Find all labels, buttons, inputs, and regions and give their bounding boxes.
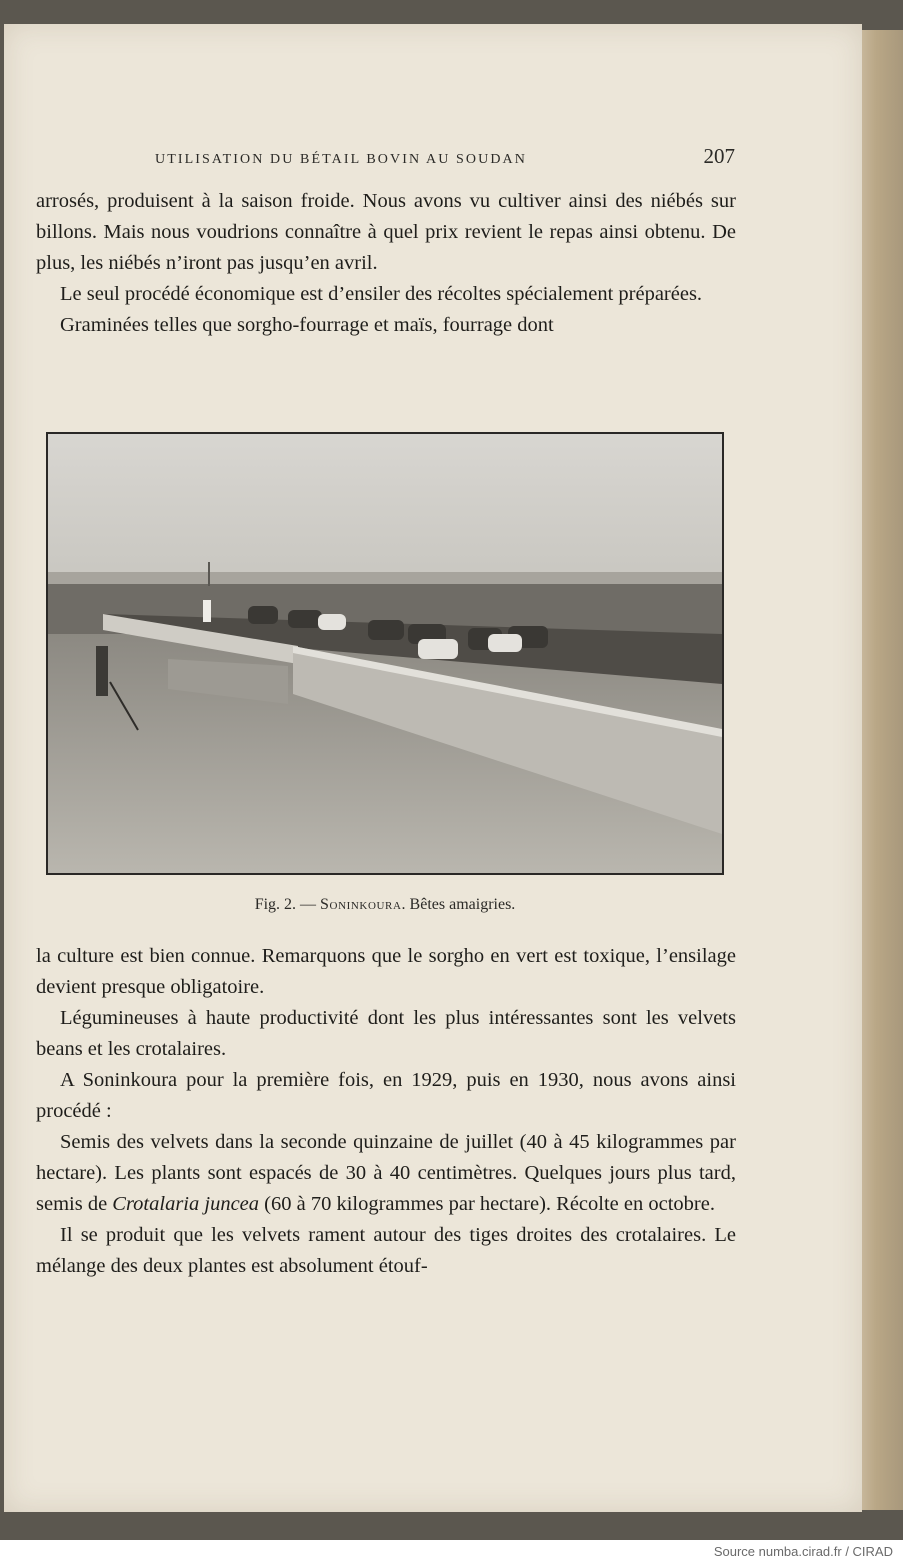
paragraph: Légumineuses à haute productivité dont les plus intéressantes sont les velvets beans et les crotalaires. (36, 1007, 736, 1060)
paragraph: Il se produit que les velvets rament autour des tiges droites des crotalaires. Le mélange des deux plantes est absolument étouf- (36, 1224, 736, 1277)
species-name: Crotalaria juncea (112, 1193, 260, 1215)
paragraph: A Soninkoura pour la première fois, en 1929, puis en 1930, nous avons ainsi procédé : (36, 1069, 736, 1122)
figure-caption (46, 896, 724, 914)
paragraph: la culture est bien connue. Remarquons que le sorgho en vert est toxique, l’ensilage devient presque obligatoire. (36, 945, 736, 998)
page-edge (858, 30, 903, 1510)
paragraph: Graminées telles que sorgho-fourrage et maïs, fourrage dont (60, 314, 554, 336)
paragraph: arrosés, produisent à la saison froide. Nous avons vu cultiver ainsi des niébés sur billons. Mais nous voudrions connaître à quel prix revient le repas ainsi obtenu. De plus, les niébés n’iront pas jusqu’en avril. (36, 190, 736, 274)
running-head: UTILISATION DU BÉTAIL BOVIN AU SOUDAN (155, 152, 527, 167)
sowing-text: Semis des velvets dans la seconde quinzaine de juillet (40 à 45 kilogrammes par hectare). Les plants sont espacés de 30 à 40 centimètres. Quelques jours plus tard, semis de (36, 1131, 736, 1215)
body-text-bottom (36, 941, 736, 1282)
paragraph: Le seul procédé économique est d’ensiler des récoltes spécialement préparées. (60, 283, 703, 305)
caption-place: Soninkoura (320, 896, 402, 913)
cattle-trough-photo (48, 434, 722, 873)
paragraph (36, 1127, 736, 1220)
source-credit: Source numba.cirad.fr / CIRAD (713, 1544, 893, 1559)
page-header (155, 146, 735, 174)
sowing-text-end: (60 à 70 kilogrammes par hectare). Récolte en octobre. (264, 1193, 715, 1215)
caption-label: Fig. 2. — (254, 896, 321, 913)
body-text-top (36, 186, 736, 341)
figure-photograph (46, 432, 724, 875)
page-number: 207 (703, 144, 735, 168)
caption-text: . Bêtes amaigries. (401, 896, 516, 913)
